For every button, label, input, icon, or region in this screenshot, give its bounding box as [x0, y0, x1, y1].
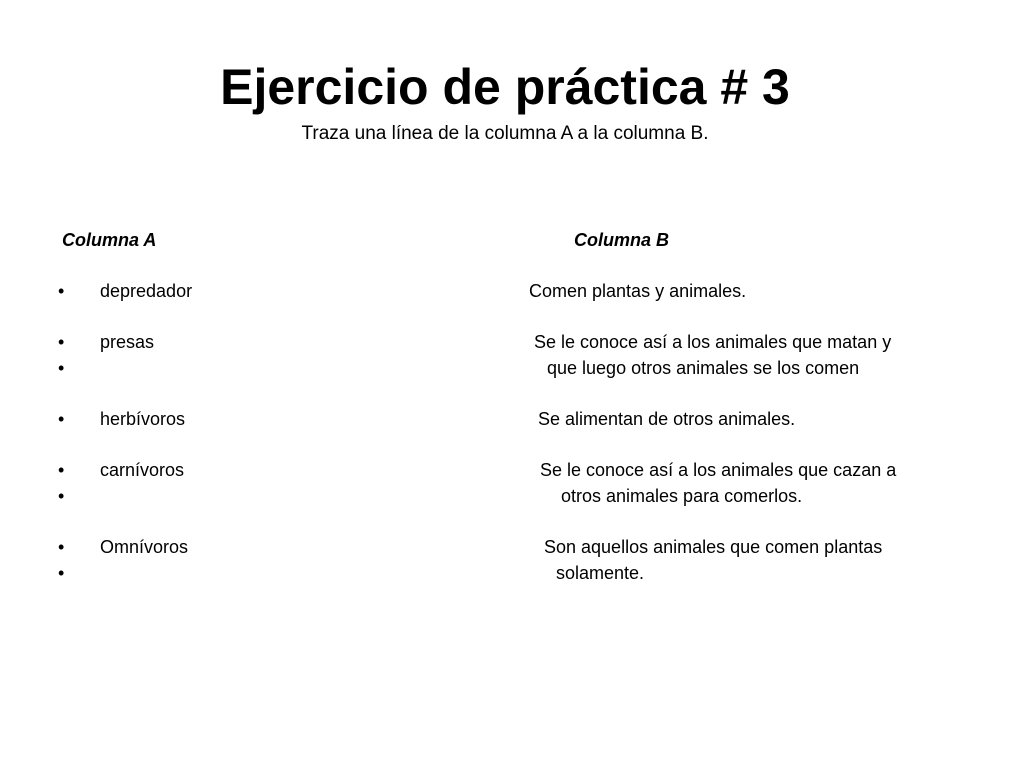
- bullet: •: [58, 332, 65, 352]
- column-b-item: Son aquellos animales que comen plantas: [544, 537, 883, 557]
- bullet: •: [58, 409, 65, 429]
- bullet: •: [58, 358, 65, 378]
- column-b-item: Se le conoce así a los animales que matan y: [534, 332, 892, 352]
- column-a-item: depredador: [100, 281, 193, 301]
- bullet: •: [58, 281, 65, 301]
- column-b-item: Se le conoce así a los animales que cazan a: [540, 460, 897, 480]
- column-a-item: herbívoros: [100, 409, 186, 429]
- column-b-item: que luego otros animales se los comen: [547, 358, 860, 378]
- column-a-item: Omnívoros: [100, 537, 189, 557]
- bullet: •: [58, 486, 65, 506]
- bullet: •: [58, 460, 65, 480]
- column-a-header: Columna A: [62, 230, 157, 250]
- instruction-subtitle: Traza una línea de la columna A a la columna B.: [301, 123, 709, 144]
- bullet: •: [58, 537, 65, 557]
- column-b-item: Comen plantas y animales.: [529, 281, 747, 301]
- column-b-item: solamente.: [556, 563, 645, 583]
- bullet: •: [58, 563, 65, 583]
- page-title: Ejercicio de práctica # 3: [220, 59, 790, 115]
- column-b-item: otros animales para comerlos.: [561, 486, 803, 506]
- column-b-header: Columna B: [574, 230, 670, 250]
- column-b-item: Se alimentan de otros animales.: [538, 409, 796, 429]
- column-a-item: carnívoros: [100, 460, 185, 480]
- column-a-item: presas: [100, 332, 155, 352]
